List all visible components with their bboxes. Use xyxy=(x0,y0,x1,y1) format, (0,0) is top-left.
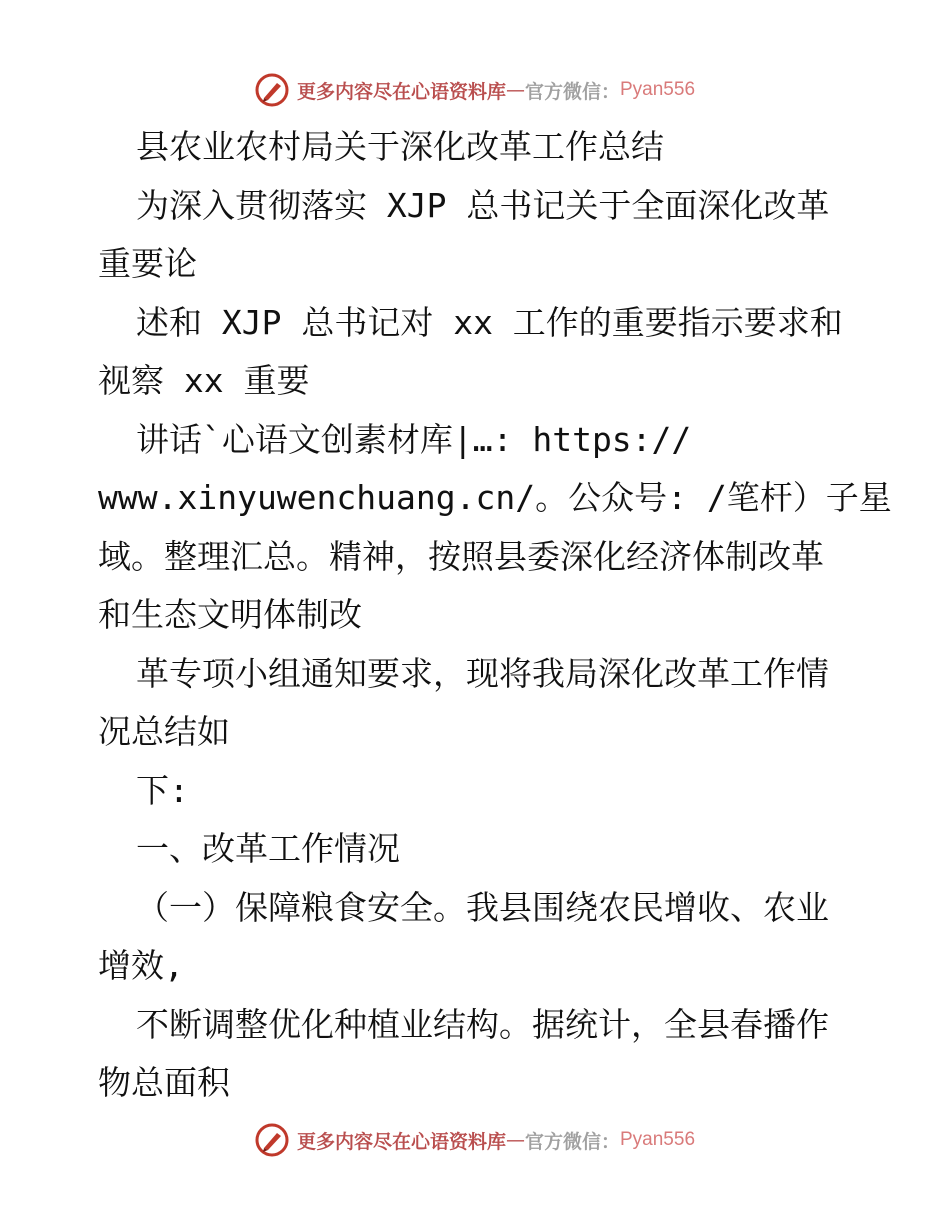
text-line: 不断调整优化种植业结构。据统计，全县春播作 xyxy=(136,1004,829,1044)
document-title: 县农业农村局关于深化改革工作总结 xyxy=(136,127,664,166)
banner-wechat-id: Pyan556 xyxy=(620,79,696,100)
text-line: 视察 xx 重要 xyxy=(98,361,310,400)
document-body xyxy=(98,118,892,1113)
text-line: 物总面积 xyxy=(98,1063,230,1102)
text-line: 革专项小组通知要求，现将我局深化改革工作情 xyxy=(136,653,829,693)
header-banner xyxy=(0,70,950,110)
text-line: 增效, xyxy=(98,946,184,985)
pen-logo-icon xyxy=(255,73,289,107)
text-line: 述和 XJP 总书记对 xx 工作的重要指示要求和 xyxy=(136,302,843,342)
text-line: 和生态文明体制改 xyxy=(98,595,362,634)
footer-brand: 更多内容尽在心语资料库 xyxy=(296,1130,506,1153)
footer-dash: — xyxy=(505,1129,525,1151)
text-line: 下: xyxy=(136,770,189,810)
section-heading: 一、改革工作情况 xyxy=(136,829,400,868)
text-line: 域。整理汇总。精神，按照县委深化经济体制改革 xyxy=(98,536,824,576)
banner-dash: — xyxy=(505,79,525,101)
text-line: 为深入贯彻落实 XJP 总书记关于全面深化改革 xyxy=(136,185,830,225)
text-line: www.xinyuwenchuang.cn/。公众号: /笔杆）子星 xyxy=(98,478,892,517)
text-line: 重要论 xyxy=(98,244,197,283)
text-line: （一）保障粮食安全。我县围绕农民增收、农业 xyxy=(136,887,829,927)
text-line: 讲话`心语文创素材库|…: https:// xyxy=(136,419,692,459)
text-line: 况总结如 xyxy=(98,712,230,751)
banner-wechat-label: 官方微信： xyxy=(524,80,620,103)
footer-banner xyxy=(0,1120,950,1160)
banner-brand: 更多内容尽在心语资料库 xyxy=(296,80,506,103)
pen-logo-icon xyxy=(255,1123,289,1157)
footer-wechat-id: Pyan556 xyxy=(620,1129,696,1150)
footer-wechat-label: 官方微信： xyxy=(524,1130,620,1153)
